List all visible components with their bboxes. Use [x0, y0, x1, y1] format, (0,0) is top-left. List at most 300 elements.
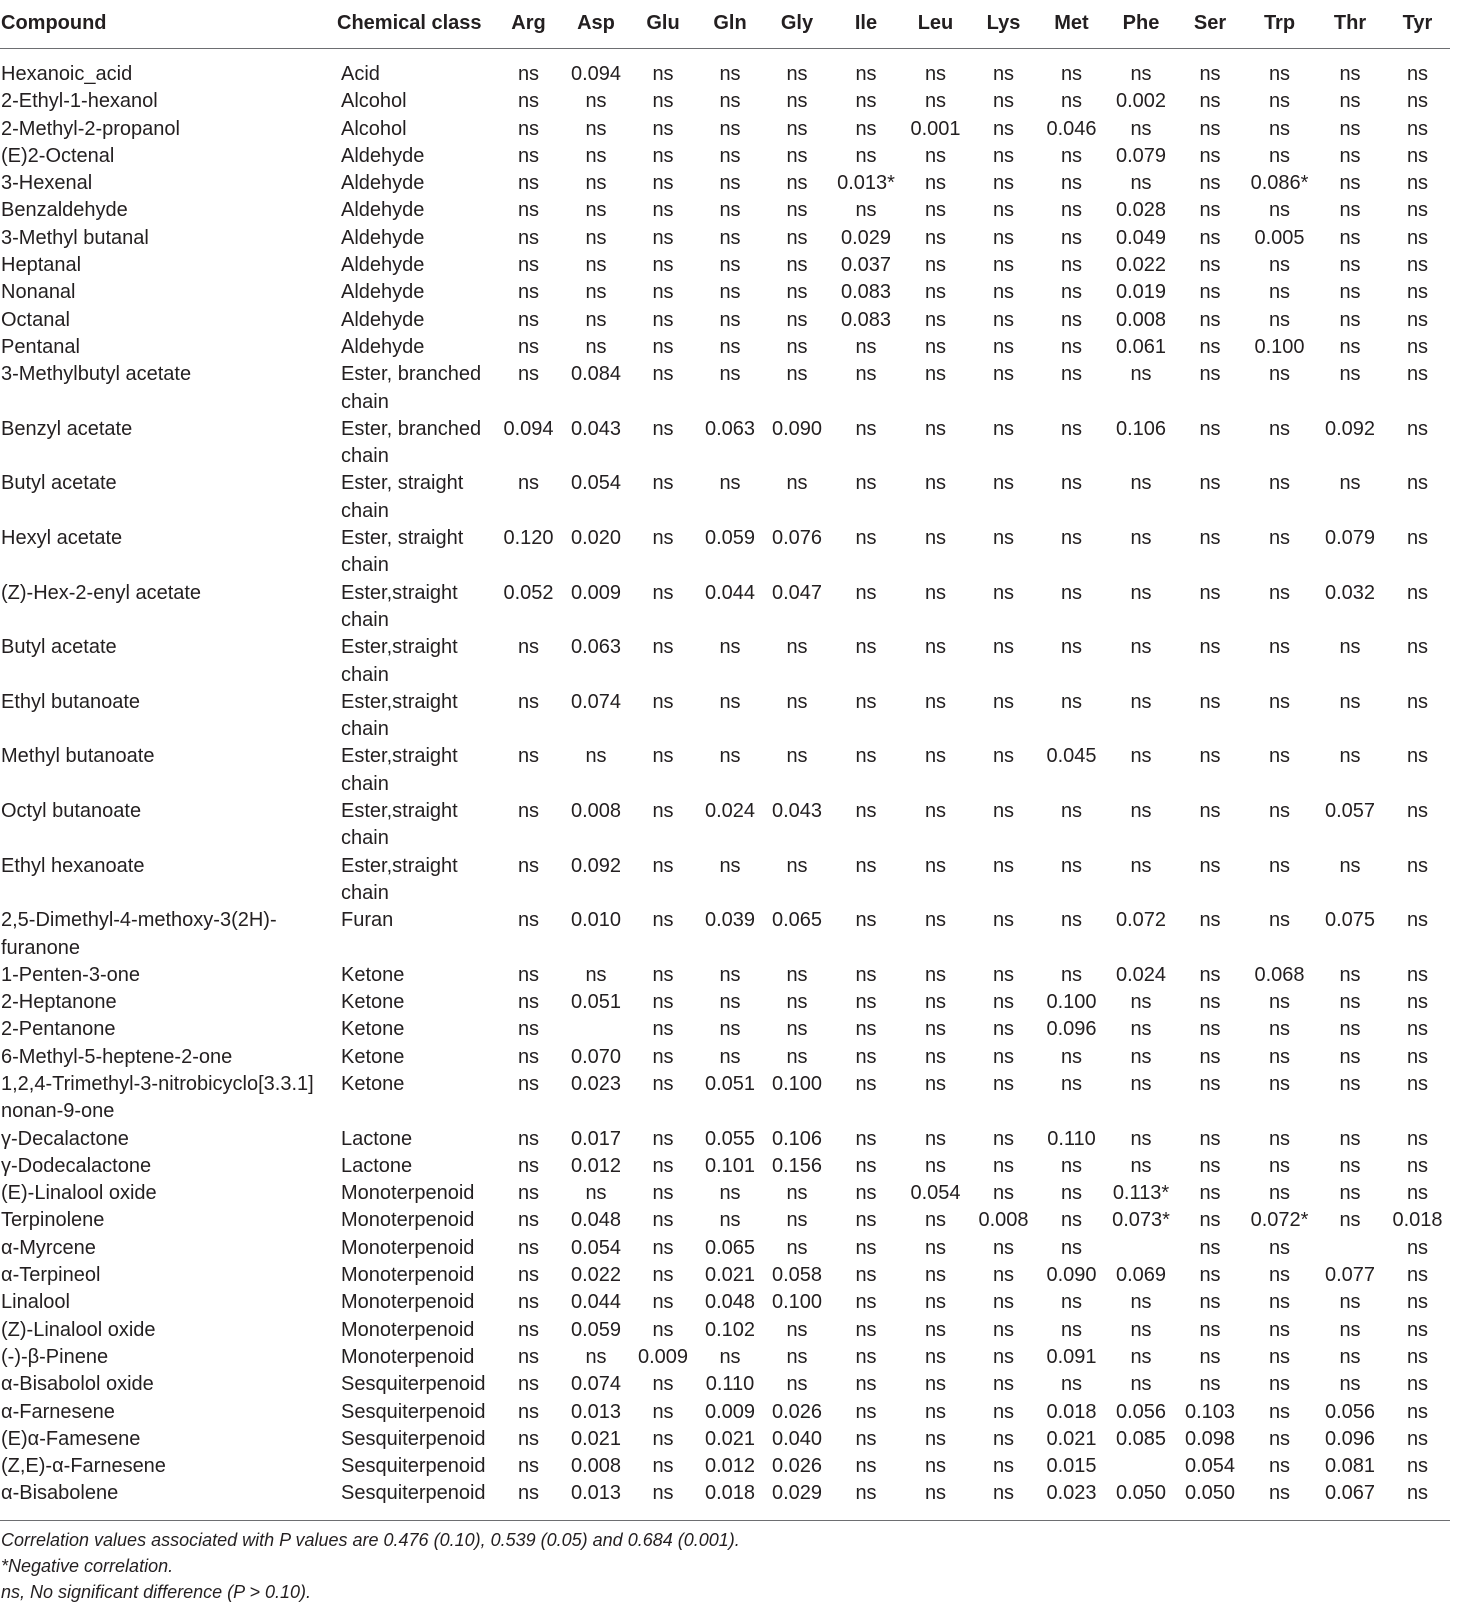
value-cell: ns: [924, 63, 947, 85]
value-cell: ns: [786, 854, 808, 877]
value-cell: 0.110: [1047, 1127, 1096, 1150]
value-cell: ns: [924, 690, 947, 713]
value-cell: ns: [1199, 1127, 1221, 1150]
chemical-class-cell: Ketone: [341, 991, 405, 1014]
value-cell: 0.040: [771, 1427, 823, 1450]
chemical-class-cell: Ketone: [341, 1045, 405, 1068]
value-cell: ns: [719, 335, 741, 358]
value-cell: ns: [517, 690, 540, 713]
footnote-negative: *Negative correlation.: [1, 1555, 174, 1576]
table-row: [0, 1126, 1450, 1153]
column-header-leu: Leu: [901, 0, 970, 49]
value-cell: ns: [719, 854, 741, 877]
value-cell: ns: [652, 800, 674, 823]
value-cell: ns: [652, 1400, 674, 1423]
value-cell: ns: [1268, 854, 1291, 877]
value-cell: ns: [992, 144, 1015, 167]
table-row: [0, 416, 1450, 471]
value-cell: ns: [1406, 199, 1429, 222]
value-cell: ns: [517, 308, 540, 331]
value-cell: ns: [1060, 144, 1083, 167]
value-cell: ns: [517, 909, 540, 932]
value-cell: 0.057: [1324, 800, 1376, 823]
value-cell: ns: [924, 308, 947, 331]
value-cell: ns: [1268, 1318, 1291, 1341]
value-cell: ns: [652, 254, 674, 277]
value-cell: 0.090: [771, 417, 823, 440]
value-cell: ns: [652, 991, 674, 1014]
value-cell: 0.061: [1115, 335, 1167, 358]
value-cell: ns: [1268, 527, 1291, 550]
compound-cell: Pentanal: [1, 335, 80, 358]
value-cell: ns: [1199, 281, 1221, 304]
value-cell: ns: [855, 90, 877, 113]
value-cell: ns: [1268, 745, 1291, 768]
value-cell: ns: [924, 1018, 947, 1041]
value-cell: ns: [1268, 1236, 1291, 1259]
value-cell: ns: [1060, 335, 1083, 358]
table-row: [0, 1371, 1450, 1398]
value-cell: ns: [652, 690, 674, 713]
value-cell: 0.019: [1115, 281, 1167, 304]
compound-cell: α-Bisabolol oxide: [1, 1373, 154, 1396]
value-cell: ns: [786, 63, 808, 85]
value-cell: ns: [924, 172, 947, 195]
value-cell: 0.050: [1184, 1482, 1236, 1505]
value-cell: ns: [652, 1045, 674, 1068]
value-cell: 0.079: [1324, 527, 1376, 550]
value-cell: ns: [992, 636, 1015, 659]
value-cell: ns: [652, 1127, 674, 1150]
value-cell: ns: [992, 745, 1015, 768]
compound-cell: Ethyl butanoate: [1, 690, 140, 713]
table-row: [0, 1344, 1450, 1371]
value-cell: ns: [992, 1264, 1015, 1287]
value-cell: ns: [1060, 800, 1083, 823]
value-cell: 0.096: [1046, 1018, 1097, 1041]
chemical-class-cell: Ester,straight chain: [341, 745, 458, 795]
value-cell: ns: [1339, 854, 1361, 877]
value-cell: ns: [992, 1072, 1015, 1095]
value-cell: ns: [652, 745, 674, 768]
table-row: [0, 49, 1450, 89]
value-cell: ns: [992, 308, 1015, 331]
value-cell: ns: [1199, 1236, 1221, 1259]
value-cell: ns: [1199, 144, 1221, 167]
value-cell: 0.100: [1254, 335, 1305, 358]
value-cell: ns: [1130, 991, 1152, 1014]
value-cell: ns: [1130, 636, 1152, 659]
value-cell: ns: [924, 1427, 947, 1450]
compound-cell: Octanal: [1, 308, 70, 331]
value-cell: 0.059: [704, 527, 756, 550]
value-cell: ns: [924, 1209, 947, 1232]
value-cell: ns: [1406, 636, 1429, 659]
value-cell: ns: [719, 363, 741, 386]
value-cell: ns: [1406, 1182, 1429, 1205]
value-cell: ns: [652, 417, 674, 440]
value-cell: ns: [992, 690, 1015, 713]
value-cell: ns: [1339, 199, 1361, 222]
chemical-class-cell: Alcohol: [341, 90, 407, 113]
column-header-compound: Compound: [0, 0, 336, 49]
value-cell: 0.023: [570, 1072, 622, 1095]
value-cell: ns: [1130, 63, 1152, 85]
value-cell: ns: [1268, 690, 1291, 713]
compound-cell: 2-Heptanone: [1, 991, 117, 1014]
value-cell: ns: [992, 363, 1015, 386]
value-cell: ns: [517, 117, 540, 140]
value-cell: ns: [855, 690, 877, 713]
value-cell: 0.015: [1046, 1455, 1097, 1478]
value-cell: 0.072: [1115, 909, 1167, 932]
value-cell: ns: [1130, 1291, 1152, 1314]
compound-cell: (E)α-Famesene: [1, 1427, 141, 1450]
value-cell: 0.110: [705, 1373, 755, 1396]
value-cell: ns: [786, 636, 808, 659]
value-cell: 0.056: [1324, 1400, 1376, 1423]
value-cell: ns: [1339, 636, 1361, 659]
value-cell: ns: [719, 199, 741, 222]
table-row: [0, 853, 1450, 908]
table-row: [0, 743, 1450, 798]
table-row: [0, 580, 1450, 635]
table-row: [0, 1426, 1450, 1453]
value-cell: ns: [855, 963, 877, 986]
value-cell: ns: [992, 281, 1015, 304]
value-cell: ns: [517, 199, 540, 222]
table-row: [0, 116, 1450, 143]
chemical-class-cell: Aldehyde: [341, 226, 425, 249]
value-cell: ns: [719, 172, 741, 195]
table-row: [0, 1207, 1450, 1234]
value-cell: ns: [652, 172, 674, 195]
value-cell: ns: [924, 254, 947, 277]
compound-cell: γ-Dodecalactone: [1, 1154, 152, 1177]
chemical-class-cell: Ester, straight chain: [341, 472, 464, 522]
value-cell: ns: [1339, 363, 1361, 386]
value-cell: ns: [1060, 963, 1083, 986]
value-cell: ns: [786, 172, 808, 195]
compound-cell: 2-Ethyl-1-hexanol: [1, 90, 158, 113]
value-cell: ns: [1268, 1072, 1291, 1095]
value-cell: ns: [1406, 690, 1429, 713]
chemical-class-cell: Ester, branched chain: [341, 363, 482, 413]
value-cell: ns: [924, 1236, 947, 1259]
value-cell: 0.074: [570, 1373, 622, 1396]
value-cell: ns: [855, 1154, 877, 1177]
value-cell: ns: [517, 335, 540, 358]
value-cell: 0.079: [1115, 144, 1167, 167]
value-cell: ns: [719, 991, 741, 1014]
value-cell: ns: [786, 1345, 808, 1368]
value-cell: ns: [517, 226, 540, 249]
compound-cell: Butyl acetate: [1, 472, 117, 495]
chemical-class-cell: Aldehyde: [341, 199, 425, 222]
value-cell: ns: [855, 1209, 877, 1232]
value-cell: ns: [517, 281, 540, 304]
value-cell: 0.018: [1046, 1400, 1097, 1423]
value-cell: ns: [992, 1182, 1015, 1205]
chemical-class-cell: Aldehyde: [341, 254, 425, 277]
value-cell: 0.008: [978, 1209, 1029, 1232]
value-cell: 0.049: [1115, 226, 1167, 249]
value-cell: ns: [1339, 1182, 1361, 1205]
chemical-class-cell: Monoterpenoid: [341, 1182, 475, 1205]
chemical-class-cell: Acid: [341, 63, 380, 85]
value-cell: ns: [652, 527, 674, 550]
value-cell: ns: [1199, 417, 1221, 440]
value-cell: 0.056: [1115, 1400, 1167, 1423]
table-row: [0, 907, 1450, 962]
value-cell: ns: [855, 581, 877, 604]
value-cell: ns: [1339, 991, 1361, 1014]
value-cell: 0.022: [570, 1264, 622, 1287]
compound-cell: Terpinolene: [1, 1209, 105, 1232]
value-cell: ns: [1406, 472, 1429, 495]
value-cell: ns: [992, 226, 1015, 249]
value-cell: ns: [517, 963, 540, 986]
value-cell: ns: [517, 991, 540, 1014]
value-cell: ns: [855, 1318, 877, 1341]
value-cell: ns: [1406, 1345, 1429, 1368]
compound-cell: (-)-β-Pinene: [1, 1345, 109, 1368]
value-cell: ns: [652, 1209, 674, 1232]
value-cell: ns: [652, 1072, 674, 1095]
value-cell: ns: [924, 1291, 947, 1314]
value-cell: ns: [924, 335, 947, 358]
table-row: [0, 197, 1450, 224]
column-header-ile: Ile: [831, 0, 901, 49]
value-cell: ns: [1199, 1045, 1221, 1068]
table-row: [0, 1235, 1450, 1262]
value-cell: ns: [1060, 1209, 1083, 1232]
value-cell: ns: [517, 1072, 540, 1095]
value-cell: ns: [1268, 144, 1291, 167]
header-row: [0, 0, 1450, 49]
value-cell: ns: [992, 172, 1015, 195]
value-cell: ns: [992, 417, 1015, 440]
value-cell: [1106, 1235, 1176, 1262]
value-cell: ns: [855, 63, 877, 85]
value-cell: ns: [786, 117, 808, 140]
value-cell: ns: [517, 1154, 540, 1177]
value-cell: ns: [786, 281, 808, 304]
value-cell: ns: [517, 1400, 540, 1423]
value-cell: ns: [517, 1264, 540, 1287]
value-cell: ns: [924, 527, 947, 550]
value-cell: ns: [1060, 690, 1083, 713]
value-cell: ns: [924, 472, 947, 495]
value-cell: ns: [585, 281, 607, 304]
compound-cell: α-Terpineol: [1, 1264, 101, 1287]
value-cell: ns: [1339, 335, 1361, 358]
value-cell: ns: [517, 1236, 540, 1259]
value-cell: ns: [1130, 363, 1152, 386]
compound-cell: α-Bisabolene: [1, 1482, 119, 1505]
value-cell: ns: [786, 690, 808, 713]
compound-cell: Butyl acetate: [1, 636, 117, 659]
value-cell: 0.051: [570, 991, 622, 1014]
value-cell: ns: [786, 199, 808, 222]
value-cell: 0.024: [1115, 963, 1167, 986]
column-header-met: Met: [1037, 0, 1106, 49]
value-cell: ns: [1130, 800, 1152, 823]
value-cell: ns: [1268, 1427, 1291, 1450]
value-cell: ns: [786, 745, 808, 768]
value-cell: ns: [652, 1291, 674, 1314]
value-cell: ns: [1406, 117, 1429, 140]
value-cell: ns: [924, 1045, 947, 1068]
value-cell: ns: [992, 991, 1015, 1014]
value-cell: ns: [1130, 581, 1152, 604]
chemical-class-cell: Aldehyde: [341, 281, 425, 304]
value-cell: ns: [585, 1182, 607, 1205]
value-cell: [1315, 1235, 1385, 1262]
value-cell: ns: [992, 1291, 1015, 1314]
value-cell: ns: [1199, 581, 1221, 604]
value-cell: ns: [1406, 1455, 1429, 1478]
value-cell: ns: [652, 63, 674, 85]
value-cell: ns: [855, 417, 877, 440]
value-cell: ns: [786, 335, 808, 358]
value-cell: ns: [1268, 1482, 1291, 1505]
value-cell: ns: [924, 909, 947, 932]
value-cell: ns: [652, 854, 674, 877]
value-cell: ns: [652, 581, 674, 604]
value-cell: ns: [855, 363, 877, 386]
chemical-class-cell: Aldehyde: [341, 308, 425, 331]
value-cell: 0.043: [771, 800, 823, 823]
chemical-class-cell: Lactone: [341, 1154, 413, 1177]
value-cell: ns: [1060, 1236, 1083, 1259]
value-cell: ns: [585, 226, 607, 249]
value-cell: 0.029: [840, 226, 892, 249]
value-cell: ns: [786, 1236, 808, 1259]
value-cell: 0.070: [570, 1045, 622, 1068]
value-cell: ns: [1339, 1127, 1361, 1150]
value-cell: ns: [992, 1455, 1015, 1478]
chemical-class-cell: Monoterpenoid: [341, 1236, 475, 1259]
value-cell: 0.101: [704, 1154, 756, 1177]
value-cell: ns: [719, 1018, 741, 1041]
value-cell: ns: [517, 1318, 540, 1341]
value-cell: ns: [786, 963, 808, 986]
value-cell: ns: [1339, 172, 1361, 195]
chemical-class-cell: Monoterpenoid: [341, 1209, 475, 1232]
compound-cell: (E)2-Octenal: [1, 144, 115, 167]
value-cell: ns: [992, 254, 1015, 277]
value-cell: ns: [1339, 1291, 1361, 1314]
value-cell: ns: [1339, 745, 1361, 768]
value-cell: ns: [1406, 1127, 1429, 1150]
value-cell: ns: [517, 1018, 540, 1041]
value-cell: 0.026: [771, 1455, 823, 1478]
chemical-class-cell: Ketone: [341, 963, 405, 986]
value-cell: ns: [1268, 1182, 1291, 1205]
value-cell: 0.013: [570, 1400, 622, 1423]
value-cell: 0.065: [704, 1236, 756, 1259]
value-cell: ns: [1199, 117, 1221, 140]
value-cell: ns: [1060, 636, 1083, 659]
chemical-class-cell: Monoterpenoid: [341, 1264, 475, 1287]
value-cell: 0.020: [570, 527, 622, 550]
table-row: [0, 798, 1450, 853]
table-row: [0, 361, 1450, 416]
value-cell: ns: [992, 1045, 1015, 1068]
value-cell: ns: [652, 117, 674, 140]
value-cell: ns: [719, 690, 741, 713]
value-cell: ns: [652, 636, 674, 659]
value-cell: ns: [1268, 1264, 1291, 1287]
value-cell: 0.022: [1115, 254, 1167, 277]
value-cell: 0.065: [771, 909, 823, 932]
value-cell: ns: [992, 117, 1015, 140]
value-cell: ns: [855, 1072, 877, 1095]
column-header-asp: Asp: [563, 0, 629, 49]
value-cell: ns: [924, 199, 947, 222]
value-cell: ns: [855, 854, 877, 877]
value-cell: ns: [855, 909, 877, 932]
value-cell: ns: [1406, 1018, 1429, 1041]
value-cell: 0.063: [570, 636, 622, 659]
value-cell: 0.018: [704, 1482, 756, 1505]
value-cell: ns: [652, 909, 674, 932]
value-cell: ns: [1060, 1154, 1083, 1177]
value-cell: ns: [1130, 1373, 1152, 1396]
value-cell: 0.100: [1046, 991, 1097, 1014]
value-cell: ns: [719, 745, 741, 768]
value-cell: ns: [719, 254, 741, 277]
value-cell: 0.156: [771, 1154, 823, 1177]
value-cell: 0.021: [704, 1427, 756, 1450]
value-cell: 0.044: [704, 581, 756, 604]
value-cell: ns: [1199, 199, 1221, 222]
value-cell: ns: [652, 335, 674, 358]
table-row: [0, 989, 1450, 1016]
value-cell: ns: [992, 581, 1015, 604]
value-cell: ns: [786, 1318, 808, 1341]
value-cell: 0.043: [570, 417, 622, 440]
value-cell: ns: [1268, 991, 1291, 1014]
value-cell: ns: [924, 963, 947, 986]
value-cell: 0.028: [1115, 199, 1167, 222]
value-cell: ns: [855, 1482, 877, 1505]
value-cell: ns: [652, 472, 674, 495]
value-cell: ns: [652, 1318, 674, 1341]
value-cell: ns: [719, 226, 741, 249]
value-cell: ns: [652, 1236, 674, 1259]
value-cell: ns: [517, 90, 540, 113]
value-cell: 0.021: [570, 1427, 622, 1450]
value-cell: 0.009: [637, 1345, 689, 1368]
table-row: [0, 170, 1450, 197]
value-cell: ns: [1406, 1373, 1429, 1396]
value-cell: ns: [1406, 527, 1429, 550]
value-cell: 0.009: [704, 1400, 756, 1423]
value-cell: ns: [1199, 909, 1221, 932]
value-cell: 0.092: [1324, 417, 1376, 440]
footnote-ns: ns, No significant difference (P > 0.10).: [1, 1581, 311, 1602]
value-cell: 0.084: [570, 363, 622, 386]
chemical-class-cell: Sesquiterpenoid: [341, 1427, 486, 1450]
value-cell: ns: [652, 1427, 674, 1450]
value-cell: 0.106: [771, 1127, 823, 1150]
value-cell: 0.054: [910, 1182, 961, 1205]
value-cell: ns: [517, 254, 540, 277]
column-header-lys: Lys: [970, 0, 1037, 49]
value-cell: ns: [992, 1373, 1015, 1396]
